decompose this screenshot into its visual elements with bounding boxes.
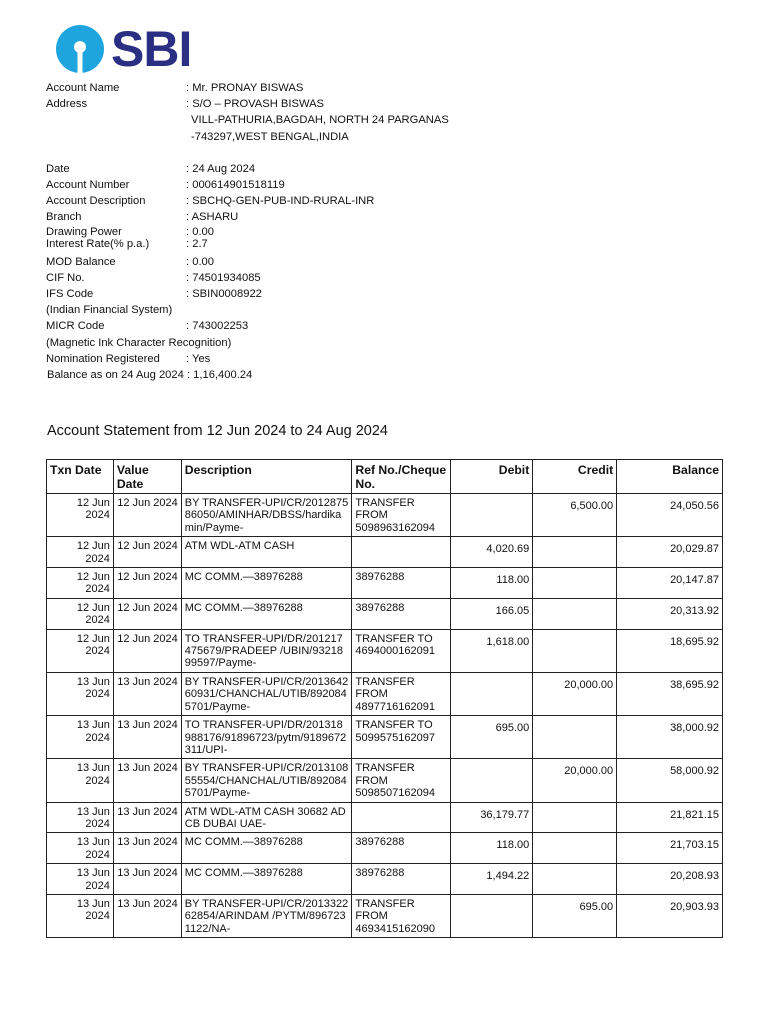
ref-no-cell: 38976288 <box>352 598 451 629</box>
debit-cell: 118.00 <box>451 833 533 864</box>
account-number-value: : 000614901518119 <box>186 179 285 192</box>
balance-cell: 20,147.87 <box>617 568 723 599</box>
description-cell: BY TRANSFER-UPI/CR/201287586050/AMINHAR/DBSS/hardikamin/Payme- <box>181 494 352 537</box>
address-line3: -743297,WEST BENGAL,INDIA <box>191 130 349 143</box>
ifs-value: : SBIN0008922 <box>186 288 262 301</box>
account-info <box>46 80 449 383</box>
balance-cell: 24,050.56 <box>617 494 723 537</box>
table-row <box>47 894 723 937</box>
nomination-label: Nomination Registered <box>46 352 160 365</box>
txn-date-cell: 13 Jun 2024 <box>47 716 114 759</box>
description-cell: BY TRANSFER-UPI/CR/201310855554/CHANCHAL/UTIB/8920845701/Payme- <box>181 759 352 802</box>
address-label: Address <box>46 98 88 111</box>
txn-date-cell: 13 Jun 2024 <box>47 802 114 833</box>
debit-cell: 118.00 <box>451 568 533 599</box>
branch-label: Branch <box>46 211 82 224</box>
debit-cell: 166.05 <box>451 598 533 629</box>
date-value: : 24 Aug 2024 <box>186 162 256 175</box>
credit-cell <box>533 568 617 599</box>
account-name-label: Account Name <box>46 82 120 94</box>
description-cell: BY TRANSFER-UPI/CR/201364260931/CHANCHAL/UTIB/8920845701/Payme- <box>181 672 352 715</box>
debit-cell: 695.00 <box>451 716 533 759</box>
col-debit: Debit <box>451 460 533 494</box>
value-date-cell: 12 Jun 2024 <box>113 568 181 599</box>
col-value-date: Value Date <box>113 460 181 494</box>
balance-cell: 20,029.87 <box>617 537 723 568</box>
value-date-cell: 12 Jun 2024 <box>113 629 181 672</box>
description-cell: TO TRANSFER-UPI/DR/201318988176/91896723/pytm/9189672311/UPI- <box>181 716 352 759</box>
date-label: Date <box>46 162 70 175</box>
table-row <box>47 802 723 833</box>
table-row <box>47 537 723 568</box>
description-cell: TO TRANSFER-UPI/DR/201217475679/PRADEEP /UBIN/9321899597/Payme- <box>181 629 352 672</box>
debit-cell <box>451 894 533 937</box>
table-row <box>47 833 723 864</box>
table-row <box>47 759 723 802</box>
table-row <box>47 864 723 895</box>
description-cell: ATM WDL-ATM CASH 30682 ADCB DUBAI UAE- <box>181 802 352 833</box>
balance-cell: 58,000.92 <box>617 759 723 802</box>
balance-cell: 20,208.93 <box>617 864 723 895</box>
credit-cell <box>533 833 617 864</box>
credit-cell: 20,000.00 <box>533 759 617 802</box>
ref-no-cell: 38976288 <box>352 864 451 895</box>
credit-cell: 6,500.00 <box>533 494 617 537</box>
ref-no-cell: TRANSFER FROM 5098963162094 <box>352 494 451 537</box>
credit-cell: 20,000.00 <box>533 672 617 715</box>
balance-cell: 38,000.92 <box>617 716 723 759</box>
interest-rate-value: : 2.7 <box>186 237 208 250</box>
debit-cell <box>451 759 533 802</box>
account-description-value: : SBCHQ-GEN-PUB-IND-RURAL-INR <box>186 195 375 208</box>
balance-cell: 20,903.93 <box>617 894 723 937</box>
table-row <box>47 568 723 599</box>
txn-date-cell: 12 Jun 2024 <box>47 598 114 629</box>
value-date-cell: 13 Jun 2024 <box>113 672 181 715</box>
table-row <box>47 494 723 537</box>
debit-cell: 1,618.00 <box>451 629 533 672</box>
ref-no-cell: TRANSFER FROM 4693415162090 <box>352 894 451 937</box>
credit-cell <box>533 802 617 833</box>
credit-cell <box>533 716 617 759</box>
table-row <box>47 598 723 629</box>
description-cell: MC COMM.—38976288 <box>181 568 352 599</box>
txn-date-cell: 12 Jun 2024 <box>47 568 114 599</box>
ref-no-cell: TRANSFER TO 5099575162097 <box>352 716 451 759</box>
ref-no-cell: TRANSFER FROM 4897716162091 <box>352 672 451 715</box>
credit-cell <box>533 629 617 672</box>
sbi-logo-text: SBI <box>111 21 192 77</box>
txn-date-cell: 13 Jun 2024 <box>47 864 114 895</box>
cif-value: : 74501934085 <box>186 271 261 284</box>
micr-label: MICR Code <box>46 320 105 333</box>
value-date-cell: 13 Jun 2024 <box>113 802 181 833</box>
ref-no-cell: TRANSFER TO 4694000162091 <box>352 629 451 672</box>
value-date-cell: 13 Jun 2024 <box>113 833 181 864</box>
transactions-table <box>46 459 723 938</box>
txn-date-cell: 13 Jun 2024 <box>47 672 114 715</box>
balance-cell: 20,313.92 <box>617 598 723 629</box>
debit-cell: 4,020.69 <box>451 537 533 568</box>
value-date-cell: 12 Jun 2024 <box>113 537 181 568</box>
credit-cell <box>533 598 617 629</box>
branch-value: : ASHARU <box>186 211 239 224</box>
drawing-power-value: : 0.00 <box>186 225 214 238</box>
col-txn-date: Txn Date <box>47 460 114 494</box>
debit-cell <box>451 494 533 537</box>
value-date-cell: 12 Jun 2024 <box>113 494 181 537</box>
micr-value: : 743002253 <box>186 320 249 333</box>
txn-date-cell: 12 Jun 2024 <box>47 537 114 568</box>
credit-cell: 695.00 <box>533 894 617 937</box>
col-credit: Credit <box>533 460 617 494</box>
interest-rate-label: Interest Rate(% p.a.) <box>46 237 150 250</box>
table-row <box>47 672 723 715</box>
credit-cell <box>533 537 617 568</box>
value-date-cell: 13 Jun 2024 <box>113 716 181 759</box>
debit-cell <box>451 672 533 715</box>
value-date-cell: 12 Jun 2024 <box>113 598 181 629</box>
address-line1: : S/O – PROVASH BISWAS <box>186 98 325 111</box>
balance-cell: 21,821.15 <box>617 802 723 833</box>
table-row <box>47 716 723 759</box>
sbi-logo <box>55 21 192 77</box>
balance-cell: 18,695.92 <box>617 629 723 672</box>
txn-date-cell: 12 Jun 2024 <box>47 629 114 672</box>
ifs-label: IFS Code <box>46 288 94 301</box>
statement-title: Account Statement from 12 Jun 2024 to 24 Aug 2024 <box>47 423 388 439</box>
balance-cell: 38,695.92 <box>617 672 723 715</box>
txn-date-cell: 13 Jun 2024 <box>47 833 114 864</box>
description-cell: BY TRANSFER-UPI/CR/201332262854/ARINDAM /PYTM/8967231122/NA- <box>181 894 352 937</box>
micr-note: (Magnetic Ink Character Recognition) <box>46 336 232 349</box>
debit-cell: 36,179.77 <box>451 802 533 833</box>
account-description-label: Account Description <box>46 195 146 208</box>
value-date-cell: 13 Jun 2024 <box>113 759 181 802</box>
cif-label: CIF No. <box>46 271 85 284</box>
balance-line: Balance as on 24 Aug 2024 : 1,16,400.24 <box>47 369 253 382</box>
balance-cell: 21,703.15 <box>617 833 723 864</box>
col-balance: Balance <box>617 460 723 494</box>
description-cell: MC COMM.—38976288 <box>181 833 352 864</box>
col-description: Description <box>181 460 352 494</box>
transactions-body <box>47 494 723 938</box>
ref-no-cell <box>352 802 451 833</box>
txn-date-cell: 13 Jun 2024 <box>47 894 114 937</box>
address-line2: VILL-PATHURIA,BAGDAH, NORTH 24 PARGANAS <box>191 114 449 127</box>
nomination-value: : Yes <box>186 352 211 365</box>
description-cell: MC COMM.—38976288 <box>181 598 352 629</box>
description-cell: MC COMM.—38976288 <box>181 864 352 895</box>
mod-balance-label: MOD Balance <box>46 255 116 268</box>
ref-no-cell: 38976288 <box>352 568 451 599</box>
drawing-power-label: Drawing Power <box>46 225 122 238</box>
col-ref-no: Ref No./Cheque No. <box>352 460 451 494</box>
value-date-cell: 13 Jun 2024 <box>113 864 181 895</box>
credit-cell <box>533 864 617 895</box>
account-name-value: : Mr. PRONAY BISWAS <box>186 82 304 94</box>
value-date-cell: 13 Jun 2024 <box>113 894 181 937</box>
ref-no-cell: 38976288 <box>352 833 451 864</box>
ref-no-cell: TRANSFER FROM 5098507162094 <box>352 759 451 802</box>
account-number-label: Account Number <box>46 179 130 192</box>
ref-no-cell <box>352 537 451 568</box>
table-header-row <box>47 460 723 494</box>
ifs-note: (Indian Financial System) <box>46 304 173 317</box>
mod-balance-value: : 0.00 <box>186 255 214 268</box>
description-cell: ATM WDL-ATM CASH <box>181 537 352 568</box>
sbi-keyhole-icon <box>55 24 105 74</box>
debit-cell: 1,494.22 <box>451 864 533 895</box>
txn-date-cell: 12 Jun 2024 <box>47 494 114 537</box>
txn-date-cell: 13 Jun 2024 <box>47 759 114 802</box>
table-row <box>47 629 723 672</box>
